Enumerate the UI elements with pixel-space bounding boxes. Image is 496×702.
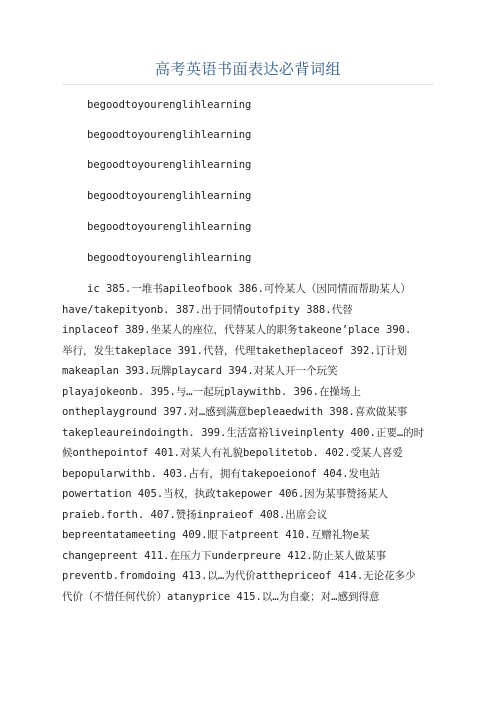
- paragraph-line: takepleaureindoingth. 399.生活富裕liveinplenty 400.正要…的时: [62, 426, 425, 439]
- paragraph-line: ontheplayground 397.对…感到满意bepleaedwith 398.喜欢做某事: [62, 406, 408, 418]
- paragraph-line: powertation 405.当权，执政takepower 406.因为某事赞扬某人: [62, 488, 389, 500]
- paragraph-line: praieb.forth. 407.赞扬inpraieof 408.出席会议: [62, 508, 328, 521]
- page-title: 高考英语书面表达必背词组: [154, 60, 341, 78]
- vocab-paragraph: [62, 279, 440, 607]
- paragraph-line: bepreentatameeting 409.眼下atpreent 410.互赠礼物e某: [62, 529, 370, 541]
- paragraph-line: playajokeonb. 395.与…一起玩playwithb. 396.在操场上: [62, 385, 361, 398]
- repeat-line: begoodtoyourenglihlearning: [87, 159, 252, 171]
- repeat-line: begoodtoyourenglihlearning: [87, 221, 252, 233]
- repeat-line: begoodtoyourenglihlearning: [87, 129, 252, 141]
- paragraph-line: 举行，发生takeplace 391.代替，代理taketheplaceof 392.订计划: [62, 344, 408, 357]
- title-divider: [62, 84, 434, 85]
- repeat-line: begoodtoyourenglihlearning: [87, 99, 252, 111]
- paragraph-line: have/takepityonb. 387.出于同情outofpity 388.代替: [62, 303, 353, 316]
- paragraph-line: inplaceof 389.坐某人的座位，代替某人的职务takeone’place 390.: [62, 324, 412, 336]
- paragraph-line: 候onthepointof 401.对某人有礼貌bepolitetob. 402.受某人喜爱: [62, 447, 403, 459]
- paragraph-line: preventb.fromdoing 413.以…为代价atthepriceof 414.无论花多少: [62, 570, 416, 582]
- paragraph-line: makeaplan 393.玩牌playcard 394.对某人开一个玩笑: [62, 365, 338, 377]
- paragraph-line: bepopularwithb. 403.占有，拥有takepoeionof 404.发电站: [62, 467, 380, 480]
- repeat-line: begoodtoyourenglihlearning: [87, 190, 252, 202]
- paragraph-line: changepreent 411.在压力下underpreure 412.防止某人做某事: [62, 549, 387, 562]
- paragraph-line: 代价（不惜任何代价）atanyprice 415.以…为自豪；对…感到得意: [62, 590, 380, 603]
- paragraph-line: ic 385.一堆书apileofbook 386.可怜某人（因同情而帮助某人）: [87, 283, 411, 295]
- repeat-line: begoodtoyourenglihlearning: [87, 252, 252, 264]
